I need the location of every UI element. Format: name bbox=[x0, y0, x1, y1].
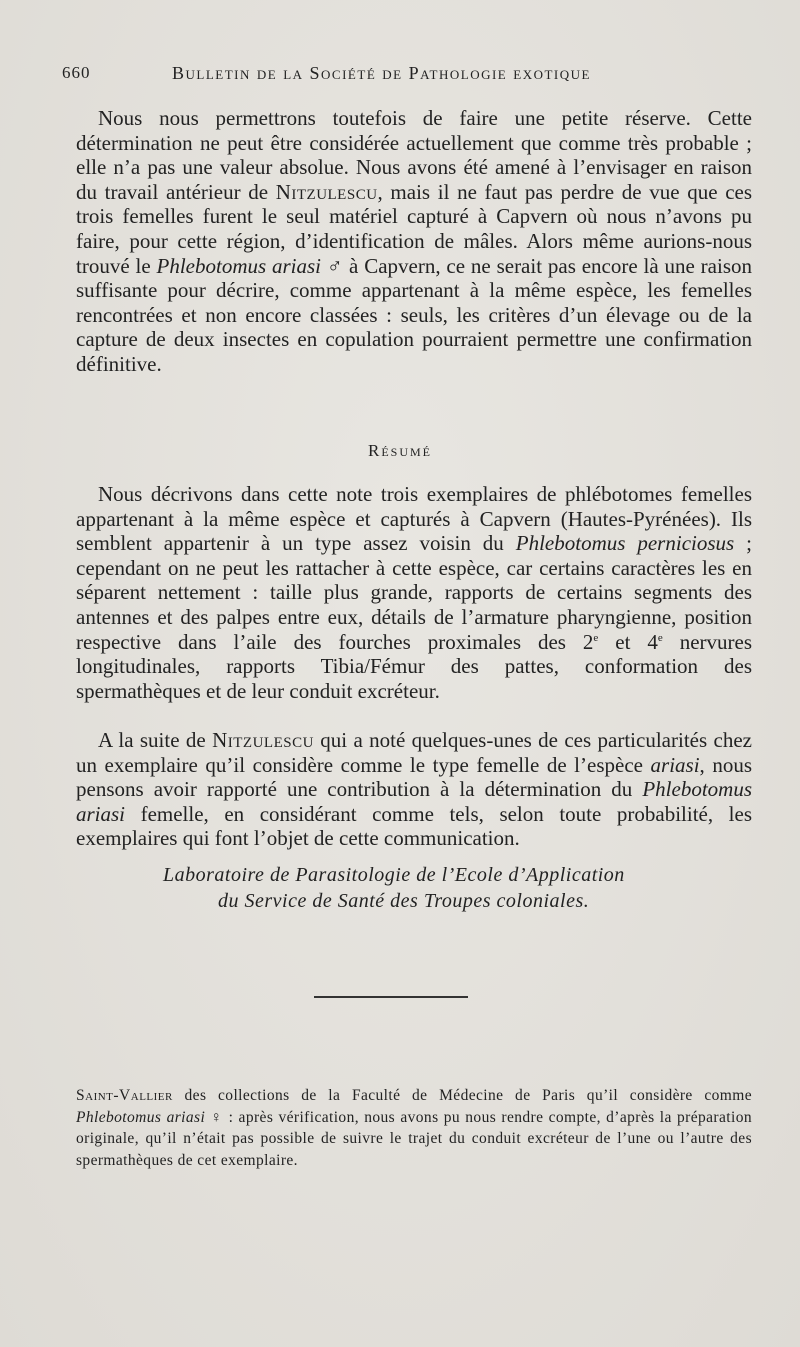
text-run: nervures longitudinales, rapports Tibia/Fémur des pattes, conformation des spermathèques et de leur conduit excréteur. bbox=[76, 629, 752, 703]
text-run: A la suite de bbox=[98, 728, 213, 752]
text-run: qui a noté quelques-unes de ces particularités chez un exemplaire qu’il considère comme le type femelle de l’espèce bbox=[76, 728, 752, 777]
text-run: Nous nous permettrons toutefois de faire une petite réserve. Cette détermination ne peut être considérée actuellement que comme très probable ; elle n’a pas une valeur absolue. Nous avons été amené à l’envisager en raison du travail antérieur de bbox=[76, 106, 752, 204]
author-name: Saint-Vallier bbox=[76, 1087, 173, 1104]
journal-title: Bulletin de la Société de Pathologie exotique bbox=[172, 63, 591, 83]
affiliation-line-2: du Service de Santé des Troupes coloniales. bbox=[218, 890, 590, 912]
text-run: ; cependant on ne peut les rattacher à cette espèce, car certains caractères les en séparent nettement : taille plus grande, rapports de certains segments des antennes et des palpes entre eux, détails de l’armature pharyngienne, position respective dans l’aile des fourches proximales des 2 bbox=[76, 531, 752, 654]
page-number: 660 bbox=[62, 63, 91, 82]
superscript: e bbox=[657, 631, 663, 644]
text-run: Nous décrivons dans cette note trois exemplaires de phlébotomes femelles appartenant à la même espèce et capturés à Capvern (Hautes-Pyrénées). Ils semblent appartenir à un type assez voisin du bbox=[76, 482, 752, 556]
text-run: ♂ à Capvern, ce ne serait pas encore là une raison suffisante pour décrire, comme appartenant à la même espèce, les femelles rencontrées et non encore classées : seuls, les critères d’un élevage ou de la capture de deux insectes en copulation pourraient permettre une confirmation définitive. bbox=[76, 253, 752, 376]
section-title-resume: Résumé bbox=[367, 441, 432, 460]
author-name: Nitzulescu bbox=[275, 179, 378, 204]
text-run: ♀ : après vérification, nous avons pu nous rendre compte, d’après la préparation originale, qu’il n’était pas possible de suivre le trajet du conduit excréteur de l’une ou l’autre des spermathèques de cet exemplaire. bbox=[76, 1108, 752, 1169]
species-name: Phlebotomus ariasi bbox=[156, 253, 322, 278]
species-name: ariasi bbox=[650, 752, 700, 777]
paragraph-resume bbox=[76, 482, 752, 703]
paragraph-conclusion bbox=[76, 728, 752, 851]
author-name: Nitzulescu bbox=[212, 728, 314, 752]
species-name: Phlebotomus ariasi bbox=[76, 777, 752, 826]
text-run: , mais il ne faut pas perdre de vue que ces trois femelles furent le seul matériel capturé à Capvern où nous n’avons pu faire, pour cette région, d’identification de mâles. Alors même aurions-nous trouvé le bbox=[76, 179, 753, 278]
text-run: femelle, en considérant comme tels, selon toute probabilité, les exemplaires qui font l’objet de cette communication. bbox=[76, 801, 752, 851]
species-name: Phlebotomus ariasi bbox=[76, 1108, 206, 1126]
species-name: Phlebotomus perniciosus bbox=[515, 531, 735, 556]
footnote bbox=[76, 1085, 752, 1171]
text-run: des collections de la Faculté de Médecine de Paris qu’il considère comme bbox=[172, 1087, 752, 1104]
affiliation-line-1: Laboratoire de Parasitologie de l’Ecole d’Application bbox=[163, 864, 625, 886]
text-run: , nous pensons avoir rapporté une contribution à la détermination du bbox=[76, 752, 752, 802]
text-run: et 4 bbox=[598, 629, 658, 654]
paragraph-reserve bbox=[76, 106, 752, 377]
superscript: e bbox=[593, 631, 599, 644]
separator-rule bbox=[314, 996, 468, 998]
